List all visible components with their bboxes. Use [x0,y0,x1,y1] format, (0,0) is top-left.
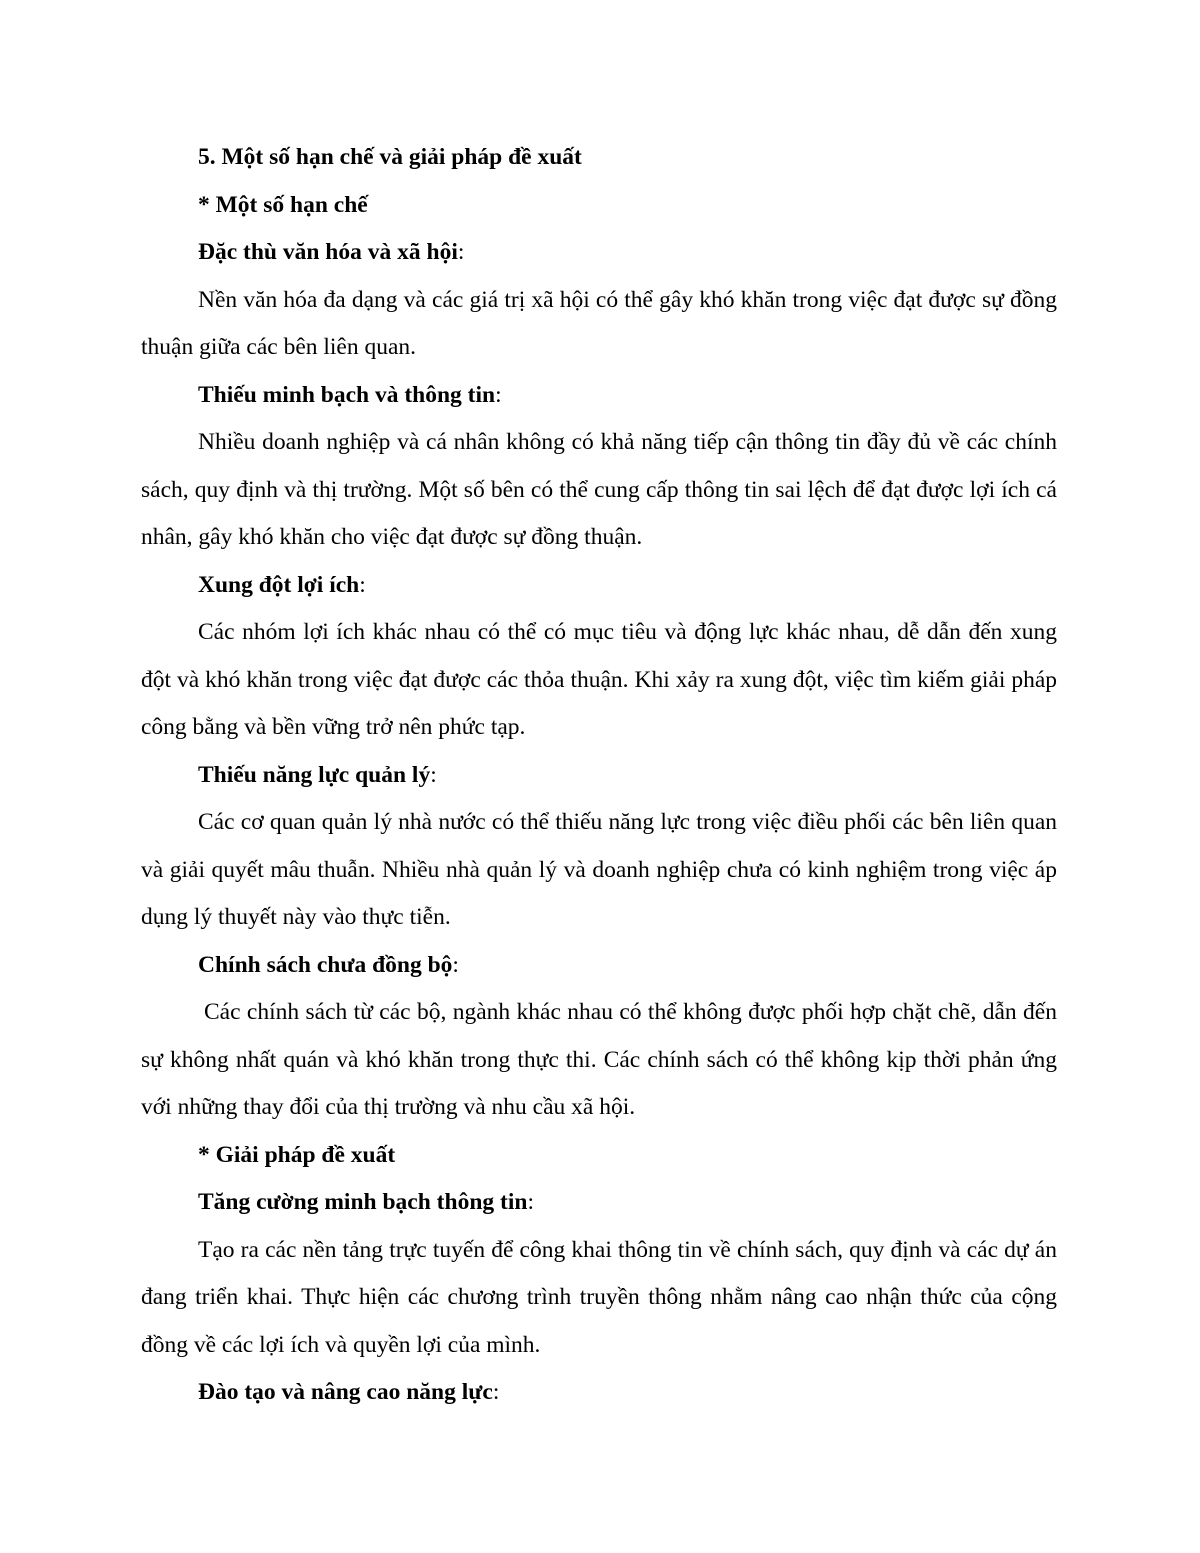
item-heading-text: Xung đột lợi ích [198,571,360,598]
limitations-heading: * Một số hạn chế [198,191,368,218]
item-heading-text: Đặc thù văn hóa và xã hội [198,239,458,265]
solution-heading [141,1179,1057,1227]
solution-heading [141,1369,1057,1417]
item-heading-colon: : [495,381,502,408]
item-body: Các chính sách từ các bộ, ngành khác nhau có thể không được phối hợp chặt chẽ, dẫn đến sự không nhất quán và khó khăn trong thực thi. Các chính sách có thể không kịp thời phản ứng với những thay đổi của thị trường và nhu cầu xã hội. [141,999,1057,1120]
document-page [141,134,1057,1417]
item-heading-text: Chính sách chưa đồng bộ [198,951,453,978]
item-heading-colon: : [359,571,366,598]
item-heading [141,229,1057,277]
solution-heading-text: Đào tạo và nâng cao năng lực [198,1379,493,1405]
item-heading-text: Thiếu minh bạch và thông tin [198,381,496,408]
item-heading [141,562,1057,610]
item-body: Nền văn hóa đa dạng và các giá trị xã hội có thể gây khó khăn trong việc đạt được sự đồng thuận giữa các bên liên quan. [141,286,1057,360]
solution-heading-colon: : [492,1379,500,1405]
solution-heading-colon: : [527,1189,534,1215]
item-heading-colon: : [457,239,465,265]
section-title: 5. Một số hạn chế và giải pháp đề xuất [198,144,582,170]
item-body: Nhiều doanh nghiệp và cá nhân không có khả năng tiếp cận thông tin đầy đủ về các chính sách, quy định và thị trường. Một số bên có thể cung cấp thông tin sai lệch để đạt được lợi ích cá nhân, gây khó khăn cho việc đạt được sự đồng thuận. [141,429,1057,550]
item-body: Các nhóm lợi ích khác nhau có thể có mục tiêu và động lực khác nhau, dễ dẫn đến xung đột và khó khăn trong việc đạt được các thỏa thuận. Khi xảy ra xung đột, việc tìm kiếm giải pháp công bằng và bền vững trở nên phức tạp. [141,619,1057,740]
item-body: Các cơ quan quản lý nhà nước có thể thiếu năng lực trong việc điều phối các bên liên quan và giải quyết mâu thuẫn. Nhiều nhà quản lý và doanh nghiệp chưa có kinh nghiệm trong việc áp dụng lý thuyết này vào thực tiễn. [141,809,1057,930]
solutions-heading: * Giải pháp đề xuất [198,1141,396,1168]
item-heading-text: Thiếu năng lực quản lý [198,761,431,788]
solution-body: Tạo ra các nền tảng trực tuyến để công khai thông tin về chính sách, quy định và các dự án đang triển khai. Thực hiện các chương trình truyền thông nhằm nâng cao nhận thức của cộng đồng về các lợi ích và quyền lợi của mình. [141,1236,1057,1358]
solution-heading-text: Tăng cường minh bạch thông tin [198,1189,528,1215]
item-heading [141,942,1057,990]
item-heading-colon: : [430,761,437,788]
item-heading [141,752,1057,800]
item-heading [141,372,1057,420]
item-heading-colon: : [452,951,459,978]
